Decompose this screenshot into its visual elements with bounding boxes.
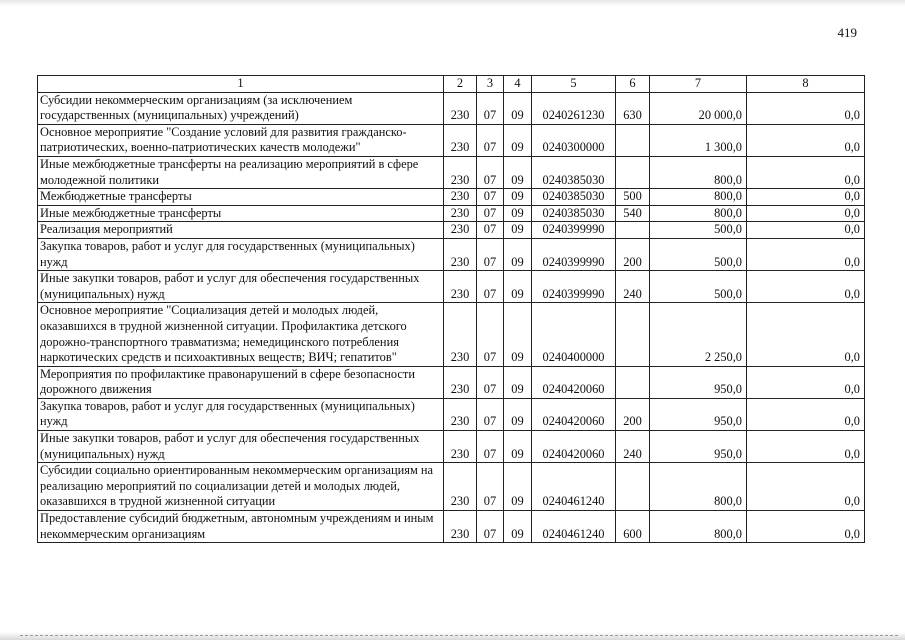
- header-cell: 7: [650, 76, 747, 93]
- row-cell-c3: 07: [477, 124, 504, 156]
- row-cell-c6: 540: [616, 205, 650, 222]
- row-cell-c5: 0240385030: [532, 189, 616, 206]
- row-cell-c8: 0,0: [747, 303, 865, 366]
- row-cell-c4: 09: [504, 398, 532, 430]
- row-cell-c7: 950,0: [650, 366, 747, 398]
- row-cell-c8: 0,0: [747, 463, 865, 511]
- row-cell-c2: 230: [444, 303, 477, 366]
- row-cell-c3: 07: [477, 463, 504, 511]
- table-row: [38, 366, 865, 398]
- row-name-cell: Иные межбюджетные трансферты: [38, 205, 444, 222]
- row-cell-c7: 950,0: [650, 398, 747, 430]
- row-cell-c2: 230: [444, 92, 477, 124]
- row-cell-c6: [616, 156, 650, 188]
- row-name-cell: Основное мероприятие "Социализация детей и молодых людей, оказавшихся в трудной жизненной ситуации. Профилактика детского дорожно-транспортного травматизма; немедицинского потребления наркотических средств и психоактивных веществ; ВИЧ; гепатитов": [38, 303, 444, 366]
- row-cell-c8: 0,0: [747, 92, 865, 124]
- row-cell-c7: 500,0: [650, 238, 747, 270]
- row-cell-c6: [616, 303, 650, 366]
- row-cell-c4: 09: [504, 222, 532, 239]
- row-cell-c6: 200: [616, 238, 650, 270]
- row-cell-c6: [616, 366, 650, 398]
- row-cell-c5: 0240420060: [532, 431, 616, 463]
- row-cell-c2: 230: [444, 463, 477, 511]
- row-cell-c4: 09: [504, 271, 532, 303]
- row-cell-c7: 500,0: [650, 271, 747, 303]
- table-row: [38, 431, 865, 463]
- row-cell-c8: 0,0: [747, 222, 865, 239]
- table-row: [38, 238, 865, 270]
- header-row: [38, 76, 865, 93]
- page-number: 419: [837, 25, 857, 40]
- row-name-cell: Предоставление субсидий бюджетным, автономным учреждениям и иным некоммерческим организациям: [38, 511, 444, 543]
- row-name-cell: Закупка товаров, работ и услуг для государственных (муниципальных) нужд: [38, 238, 444, 270]
- row-cell-c7: 500,0: [650, 222, 747, 239]
- row-cell-c2: 230: [444, 222, 477, 239]
- row-cell-c6: 630: [616, 92, 650, 124]
- row-cell-c4: 09: [504, 189, 532, 206]
- row-cell-c8: 0,0: [747, 205, 865, 222]
- row-cell-c5: 0240461240: [532, 463, 616, 511]
- row-cell-c6: 240: [616, 431, 650, 463]
- row-cell-c6: [616, 463, 650, 511]
- row-name-cell: Иные закупки товаров, работ и услуг для обеспечения государственных (муниципальных) нужд: [38, 271, 444, 303]
- row-cell-c8: 0,0: [747, 271, 865, 303]
- header-cell: 1: [38, 76, 444, 93]
- scan-edge-bottom: [0, 632, 905, 640]
- row-cell-c5: 0240420060: [532, 398, 616, 430]
- row-cell-c7: 800,0: [650, 205, 747, 222]
- header-cell: 2: [444, 76, 477, 93]
- row-cell-c2: 230: [444, 238, 477, 270]
- row-cell-c5: 0240420060: [532, 366, 616, 398]
- row-cell-c4: 09: [504, 511, 532, 543]
- row-cell-c7: 800,0: [650, 511, 747, 543]
- row-cell-c8: 0,0: [747, 189, 865, 206]
- budget-table: [37, 75, 865, 543]
- row-cell-c4: 09: [504, 303, 532, 366]
- header-cell: 6: [616, 76, 650, 93]
- row-cell-c8: 0,0: [747, 431, 865, 463]
- row-cell-c3: 07: [477, 271, 504, 303]
- row-cell-c2: 230: [444, 511, 477, 543]
- row-cell-c7: 800,0: [650, 156, 747, 188]
- row-cell-c5: 0240461240: [532, 511, 616, 543]
- row-name-cell: Иные закупки товаров, работ и услуг для обеспечения государственных (муниципальных) нужд: [38, 431, 444, 463]
- row-cell-c3: 07: [477, 303, 504, 366]
- row-cell-c5: 0240399990: [532, 271, 616, 303]
- row-cell-c3: 07: [477, 366, 504, 398]
- table-row: [38, 189, 865, 206]
- row-name-cell: Реализация мероприятий: [38, 222, 444, 239]
- row-cell-c3: 07: [477, 431, 504, 463]
- table-row: [38, 92, 865, 124]
- row-cell-c6: [616, 124, 650, 156]
- row-cell-c8: 0,0: [747, 366, 865, 398]
- table-row: [38, 205, 865, 222]
- table-header: [38, 76, 865, 93]
- row-cell-c2: 230: [444, 156, 477, 188]
- row-cell-c6: [616, 222, 650, 239]
- row-cell-c6: 500: [616, 189, 650, 206]
- row-cell-c6: 200: [616, 398, 650, 430]
- row-cell-c3: 07: [477, 205, 504, 222]
- row-cell-c2: 230: [444, 205, 477, 222]
- row-cell-c7: 800,0: [650, 463, 747, 511]
- table-row: [38, 511, 865, 543]
- table-row: [38, 124, 865, 156]
- row-name-cell: Межбюджетные трансферты: [38, 189, 444, 206]
- row-cell-c2: 230: [444, 271, 477, 303]
- row-cell-c5: 0240385030: [532, 156, 616, 188]
- row-cell-c5: 0240399990: [532, 238, 616, 270]
- row-cell-c5: 0240261230: [532, 92, 616, 124]
- row-cell-c4: 09: [504, 205, 532, 222]
- row-cell-c7: 20 000,0: [650, 92, 747, 124]
- row-cell-c4: 09: [504, 238, 532, 270]
- row-cell-c4: 09: [504, 463, 532, 511]
- row-cell-c8: 0,0: [747, 398, 865, 430]
- row-cell-c5: 0240400000: [532, 303, 616, 366]
- table-row: [38, 271, 865, 303]
- row-cell-c2: 230: [444, 398, 477, 430]
- row-cell-c6: 600: [616, 511, 650, 543]
- row-cell-c3: 07: [477, 156, 504, 188]
- row-name-cell: Иные межбюджетные трансферты на реализацию мероприятий в сфере молодежной политики: [38, 156, 444, 188]
- row-cell-c3: 07: [477, 189, 504, 206]
- row-cell-c6: 240: [616, 271, 650, 303]
- table-row: [38, 398, 865, 430]
- row-cell-c7: 950,0: [650, 431, 747, 463]
- row-cell-c2: 230: [444, 431, 477, 463]
- row-cell-c2: 230: [444, 189, 477, 206]
- row-name-cell: Мероприятия по профилактике правонарушений в сфере безопасности дорожного движения: [38, 366, 444, 398]
- row-name-cell: Субсидии некоммерческим организациям (за исключением государственных (муниципальных) учреждений): [38, 92, 444, 124]
- table-row: [38, 222, 865, 239]
- row-cell-c7: 2 250,0: [650, 303, 747, 366]
- row-cell-c4: 09: [504, 92, 532, 124]
- row-cell-c3: 07: [477, 222, 504, 239]
- table-row: [38, 156, 865, 188]
- scan-edge-line: [20, 635, 900, 636]
- row-name-cell: Основное мероприятие "Создание условий для развития гражданско-патриотических, военно-патриотических качеств молодежи": [38, 124, 444, 156]
- row-name-cell: Закупка товаров, работ и услуг для государственных (муниципальных) нужд: [38, 398, 444, 430]
- header-cell: 4: [504, 76, 532, 93]
- header-cell: 3: [477, 76, 504, 93]
- row-cell-c5: 0240399990: [532, 222, 616, 239]
- table-row: [38, 463, 865, 511]
- row-cell-c4: 09: [504, 156, 532, 188]
- header-cell: 5: [532, 76, 616, 93]
- row-cell-c3: 07: [477, 92, 504, 124]
- row-cell-c8: 0,0: [747, 511, 865, 543]
- row-cell-c7: 800,0: [650, 189, 747, 206]
- row-cell-c4: 09: [504, 366, 532, 398]
- row-cell-c8: 0,0: [747, 156, 865, 188]
- row-cell-c5: 0240300000: [532, 124, 616, 156]
- row-cell-c2: 230: [444, 366, 477, 398]
- row-name-cell: Субсидии социально ориентированным некоммерческим организациям на реализацию мероприятий по социализации детей и молодых людей, оказавшихся в трудной жизненной ситуации: [38, 463, 444, 511]
- row-cell-c7: 1 300,0: [650, 124, 747, 156]
- row-cell-c4: 09: [504, 124, 532, 156]
- row-cell-c3: 07: [477, 398, 504, 430]
- row-cell-c8: 0,0: [747, 238, 865, 270]
- scan-edge-top: [0, 0, 905, 6]
- row-cell-c3: 07: [477, 511, 504, 543]
- header-cell: 8: [747, 76, 865, 93]
- row-cell-c8: 0,0: [747, 124, 865, 156]
- row-cell-c3: 07: [477, 238, 504, 270]
- row-cell-c5: 0240385030: [532, 205, 616, 222]
- table-body: [38, 92, 865, 543]
- table-row: [38, 303, 865, 366]
- row-cell-c2: 230: [444, 124, 477, 156]
- row-cell-c4: 09: [504, 431, 532, 463]
